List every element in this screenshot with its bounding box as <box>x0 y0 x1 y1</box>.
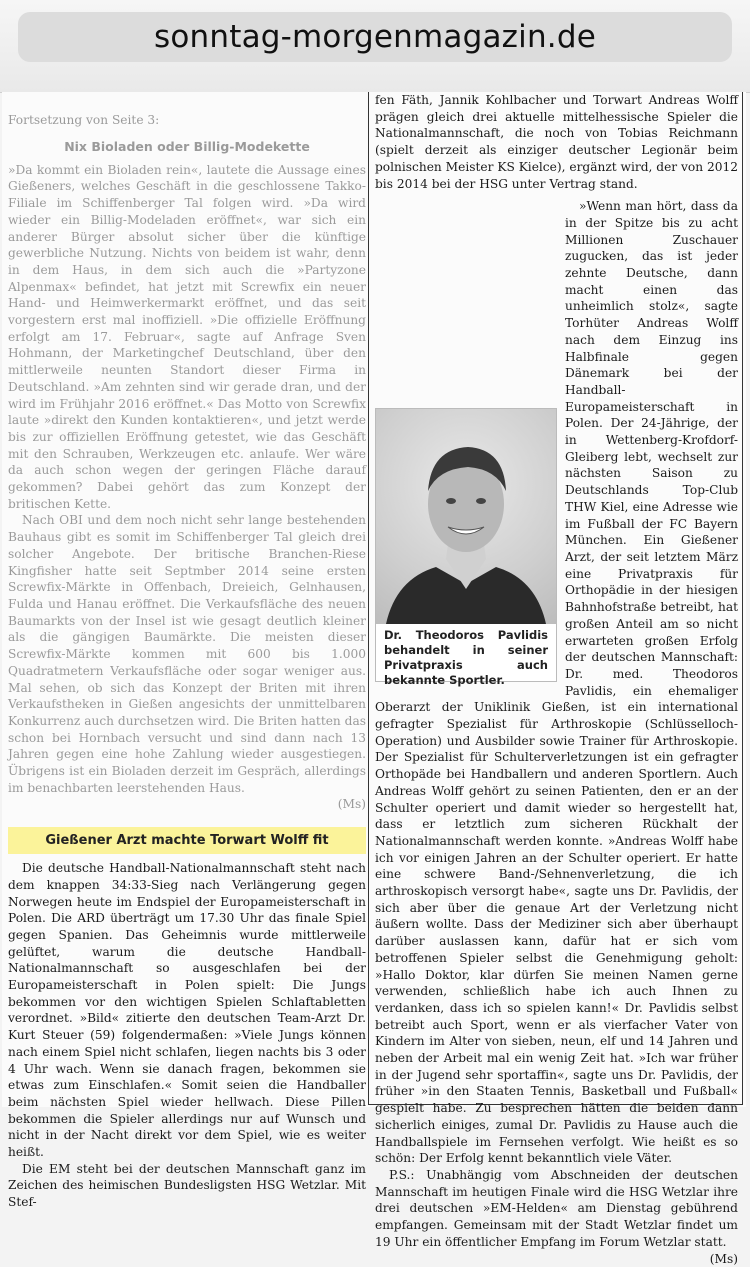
headline-bioladen: Nix Bioladen oder Billig-Modekette <box>64 138 310 154</box>
continuation-note: Fortsetzung von Seite 3: <box>8 113 160 127</box>
doctor-photo <box>376 409 556 624</box>
article1-para1: »Da kommt ein Bioladen rein«, lautete die Aussage eines Gießeners, welches Geschäft in die geschlossene Takko-Filiale im Schiffenberger Tal folgen wird. »Da wird wieder ein Billig-Modeladen eröffnet«, war sich ein anderer Bürger absolut sicher über die künftige gewerbliche Nutzung. Nichts von beidem ist wahr, denn in dem Haus, in dem sich auch die »Partyzone Alpenmax« befindet, hat jetzt mit Screwfix ein neuer Hand- und Heimwerkermarkt eröffnet, und das seit vorgestern erst mal inoffiziell. »Die offizielle Eröffnung erfolgt am 17. Februar«, sagte auf Anfrage Sven Hohmann, der Marketingchef Deutschland, über den mittlerweile neunten Standort dieser Firma in Deutschland. »Am zehnten sind wir gerade dran, und der wird im Frühjahr 2016 eröffnet.« Das Motto von Screwfix laute »direkt den Kunden kontaktieren«, und jetzt werde bis zur offiziellen Eröffnung getestet, wie das Geschäft mit den Schrauben, Werkzeugen etc. anlaufe. Wer wäre da auch schon wegen der geringen Fläche darauf gekommen? Dabei gehört das zum Konzept der britischen Kette. <box>8 162 366 511</box>
article2-signature: (Ms) <box>709 1251 738 1266</box>
column-divider <box>368 92 369 1104</box>
article1-para2: Nach OBI und dem noch nicht sehr lange bestehenden Bauhaus gibt es somit im Schiffenberger Tal gleich drei solcher Angebote. Der britische Branchen-Riese Kingfisher hatte seit Septmber 2014 seine ersten Screwfix-Märkte in Offenbach, Dreieich, Gelnhausen, Fulda und Hanau eröffnet. Die Verkaufsfläche des neuen Baumarkts von der Insel ist wie gesagt deutlich kleiner als die gängigen Baumärkte. Die meisten dieser Screwfix-Märkte kommen mit 600 bis 1.000 Quadratmetern Verkaufsfläche oder sogar weniger aus. Mal sehen, ob sich das Konzept der Briten mit ihren Verkaufstheken in Gießen angesichts der unmittelbaren Konkurrenz auch durchsetzen wird. Die Briten hatten das schon bei Hornbach versucht und sind dann nach 13 Jahren gegen eine hohe Zahlung wieder ausgestiegen. Übrigens ist ein Bioladen derzeit im Gespräch, allerdings im benachbarten leerstehenden Haus. <box>8 513 366 795</box>
article2-para4: »Wenn man hört, dass da in der Spitze bis zu acht Millionen Zuschauer zugucken, das ist jeder zehnte Deutsche, dann macht einen das unheimlich stolz«, sagte Torhüter Andreas Wolff nach dem Einzug ins Halbfinale gegen Dänemark bei der Handball-Europameisterschaft in Polen. Der 24-Jährige, der in Wettenberg-Krofdorf-Gleiberg lebt, wechselt zur nächsten Saison zu Deutschlands Top-Club THW Kiel, eine Adresse wie im Fußball der FC Bayern München. Ein Gießener Arzt, der seit letztem März eine Privatpraxis für Orthopädie in der hiesigen Bahnhofstraße betreibt, hat großen Anteil am so nicht erwarteten großen Erfolg der deutschen Mannschaft: Dr. med. Theodoros Pavlidis, ein ehemaliger Oberarzt der Uniklinik Gießen, ist ein international gefragter Spezialist für Arthroskopie (Schlüsselloch-Operation) und Ausbilder sowie Trainer für Arthroskopie. Der Spezialist für Schulterverletzungen ist ein gefragter Orthopäde bei Handballern und anderen Sportlern. Auch Andreas Wolff gehört zu seinen Patienten, den er an der Schulter operiert und damit wieder so hergestellt hat, dass er letztlich zum sicheren Rückhalt der Nationalmannschaft werden konnte. »Andreas Wolff habe ich vor einigen Jahren an der Schulter operiert. Er hatte eine schwere Band-/Sehnenverletzung, die ich arthroskopisch versorgt habe«, sagte uns Dr. Pavlidis, der sich aber über die genaue Art der Verletzung nicht äußern wollte. Dass der Mediziner sich aber überhaupt darüber auslassen kann, dafür hat er sich vom betroffenen Spieler selbst die Genehmigung geholt: »Hallo Doktor, klar dürfen Sie meinen Namen gerne verwenden, schließlich habe ich auch Ihnen zu verdanken, dass ich so spielen kann!« Dr. Pavlidis selbst betreibt auch Sport, wenn er als vierfacher Vater von Kindern im Alter von sieben, neun, elf und 14 Jahren und neben der Arbeit mal ein wenig Zeit hat. »Ich war früher in der Jugend sehr sportaffin«, sagte uns Dr. Pavlidis, der früher »in den Staaten Tennis, Basketball und Fußball« gespielt habe. Zu besprechen hätten die beiden dann sicherlich einiges, zumal Dr. Pavlidis zu Hause auch die Handballspiele im Fernsehen verfolgt. Wie heißt es so schön: Der Erfolg kennt bekanntlich viele Väter. <box>375 199 738 1166</box>
browser-bar <box>0 0 750 93</box>
article2-para3: fen Fäth, Jannik Kohlbacher und Torwart Andreas Wolff prägen gleich drei aktuelle mittelhessische Spieler die Nationalmannschaft, die noch von Tobias Reichmann (spielt derzeit als einziger deutscher Legionär beim polnischen Meister KS Kielce), ergänzt wird, der von 2012 bis 2014 bei der HSG unter Vertrag stand. <box>375 93 738 191</box>
right-column <box>375 92 738 1267</box>
article2-ps: P.S.: Unabhängig vom Abschneiden der deutschen Mannschaft im heutigen Finale wird die HSG Wetzlar ihre drei deutschen »EM-Helden« am Dienstag gebührend empfangen. Gemeinsam mit der Stadt Wetzlar findet um 19 Uhr ein öffentlicher Empfang im Forum Wetzlar statt. <box>375 1168 738 1249</box>
address-bar[interactable] <box>18 12 732 62</box>
article2-para1: Die deutsche Handball-Nationalmannschaft steht nach dem knappen 34:33-Sieg nach Verlängerung gegen Norwegen heute im Endspiel der Europameisterschaft in Polen. Die ARD überträgt um 17.30 Uhr das finale Spiel gegen Spanien. Das Geheimnis wurde mittlerweile gelüftet, warum die deutsche Handball-Nationalmannschaft so ausgeschlafen bei der Europameisterschaft in Polen spielt: Die Jungs bekommen vor den wichtigen Spielen Schlaftabletten verordnet. »Bild« zitierte den deutschen Team-Arzt Dr. Kurt Steuer (59) folgendermaßen: »Viele Jungs können nach einem Spiel nicht schlafen, liegen nachts bis 3 oder 4 Uhr wach. Wenn sie danach fragen, bekommen sie etwas zum Einschlafen.« Somit seien die Handballer beim nächsten Spiel wieder hellwach. Diese Pillen bekommen die Spieler allerdings nur auf Wunsch und nicht in der Nacht direkt vor dem Spiel, wie es weiter heißt. <box>8 861 366 1160</box>
photo-caption: Dr. Theodoros Pavlidis behandelt in seiner Privatpraxis auch bekannte Sportler. <box>384 628 548 688</box>
portrait-image <box>376 409 556 624</box>
box-border-right <box>742 92 743 1104</box>
left-column <box>8 112 366 1211</box>
url-text: sonntag-morgenmagazin.de <box>154 19 596 55</box>
photo-figure <box>375 408 557 688</box>
article2-para2: Die EM steht bei der deutschen Mannschaft ganz im Zeichen des heimischen Bundesligsten HSG Wetzlar. Mit Stef- <box>8 1161 366 1210</box>
newspaper-page <box>2 92 746 1266</box>
article1-signature: (Ms) <box>337 797 366 812</box>
headline-arzt: Gießener Arzt machte Torwart Wolff fit <box>8 827 366 854</box>
